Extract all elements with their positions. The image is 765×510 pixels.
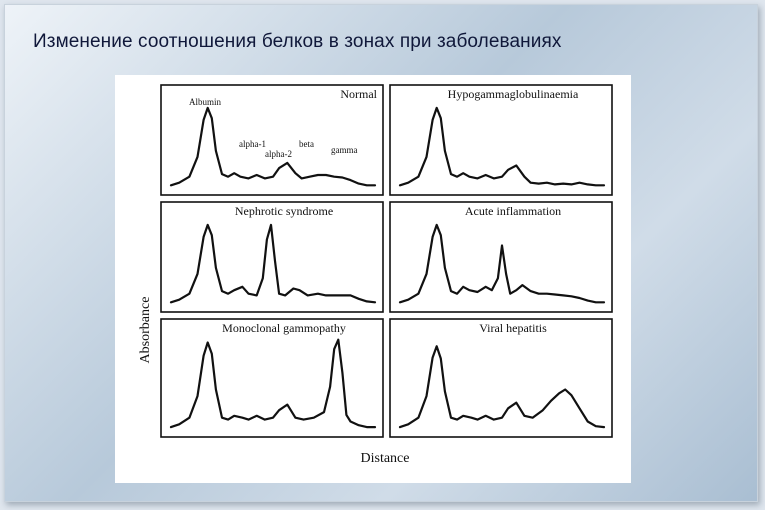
panel-3 (161, 202, 383, 312)
series-line-2 (400, 108, 604, 185)
peak-label: gamma (331, 145, 358, 155)
series-line-5 (171, 340, 375, 427)
panel-frame (390, 85, 612, 195)
panel-5 (161, 319, 383, 437)
slide (4, 4, 758, 502)
series-line-6 (400, 346, 604, 427)
panel-title: Acute inflammation (464, 204, 562, 218)
panel-title: Viral hepatitis (479, 321, 547, 335)
panel-title: Monoclonal gammopathy (222, 321, 346, 335)
electrophoresis-chart (115, 75, 631, 483)
panel-6 (390, 319, 612, 437)
peak-label: beta (299, 139, 314, 149)
peak-label: alpha-1 (239, 139, 266, 149)
peak-label: alpha-2 (265, 149, 292, 159)
panel-title: Nephrotic syndrome (234, 204, 334, 218)
panel-2 (390, 85, 612, 195)
peak-label: Albumin (189, 97, 222, 107)
electrophoresis-figure (115, 75, 631, 483)
panel-title: Hypogammaglobulinaemia (447, 87, 579, 101)
panel-1 (161, 85, 383, 195)
x-axis-label: Distance (360, 451, 410, 466)
panel-frame (390, 319, 612, 437)
slide-title: Изменение соотношения белков в зонах при заболеваниях (33, 31, 562, 52)
y-axis-label: Absorbance (138, 296, 153, 364)
panel-title: Normal (340, 87, 377, 101)
series-line-3 (171, 225, 375, 302)
panel-4 (390, 202, 612, 312)
series-line-4 (400, 225, 604, 302)
